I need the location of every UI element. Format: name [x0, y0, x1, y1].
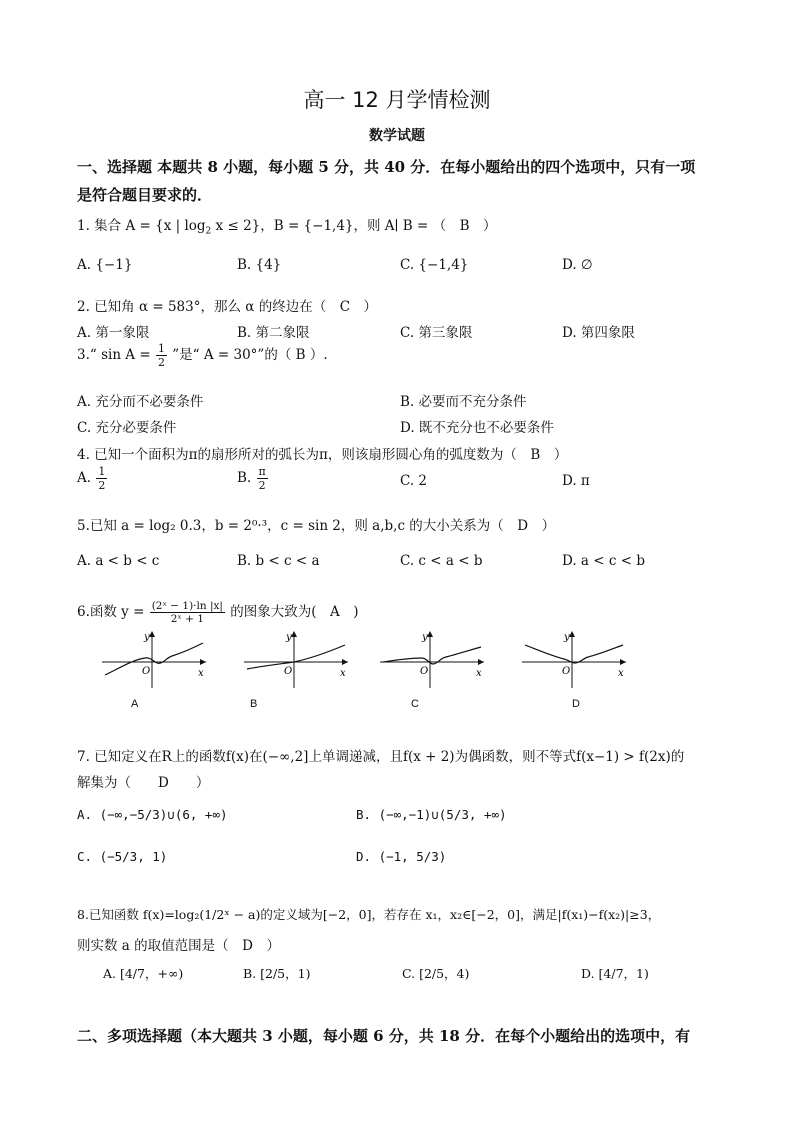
q6-graph-a	[100, 628, 210, 690]
q3-option-c: C. 充分必要条件	[77, 420, 177, 436]
q6-frac-den: 2ˣ + 1	[170, 613, 204, 625]
q3-frac-den: 2	[157, 356, 165, 369]
q7-option-c: C. (−5/3, 1)	[77, 849, 168, 864]
page-subtitle: 数学试题	[369, 128, 425, 144]
q8-stem-line2: 则实数 a 的取值范围是（ D ）	[77, 938, 280, 954]
q8-option-a: A. [4/7，+∞)	[103, 966, 184, 981]
q8-option-c: C. [2/5，4)	[402, 966, 470, 981]
q4-option-b-label: B.	[237, 470, 252, 486]
section2-heading: 二、多项选择题（本大题共 3 小题，每小题 6 分，共 18 分．在每个小题给出的选项中，有	[77, 1027, 691, 1045]
q6-graph-a-y-arrow	[149, 631, 155, 637]
q6-graph-c-y-label: y	[422, 632, 428, 643]
q4-option-a-num: 1	[98, 465, 106, 478]
q6-graph-c-x-label: x	[476, 668, 482, 679]
q2-stem: 2. 已知角 α = 583°，那么 α 的终边在（ C ）	[77, 299, 378, 315]
q6-graph-d-y-label: y	[564, 632, 570, 643]
q1-option-a: A. {−1}	[77, 257, 133, 273]
q6-graph-b-x-label: x	[340, 668, 346, 679]
q6-graph-d-x-label: x	[618, 668, 624, 679]
q6-graph-d-curve	[525, 645, 623, 663]
q6-frac-num: (2ˣ − 1)·ln |x|	[151, 599, 223, 612]
q2-option-a: A. 第一象限	[77, 325, 150, 341]
q5-option-c: C. c < a < b	[400, 553, 483, 569]
q6-graph-d-x-arrow	[620, 659, 626, 665]
q7-stem-line1: 7. 已知定义在R上的函数f(x)在(−∞,2]上单调递减，且f(x + 2)为偶函数，则不等式f(x−1) > f(2x)的	[77, 749, 685, 765]
q6-graph-a-y-label: y	[144, 632, 150, 643]
q3-frac-num: 1	[157, 342, 165, 355]
q3-stem-b: ”是“ A = 30°”的（ B ）.	[172, 347, 328, 363]
q1-option-c: C. {−1,4}	[400, 257, 469, 273]
q6-graph-d-y-arrow	[569, 631, 575, 637]
q3-option-d: D. 既不充分也不必要条件	[400, 420, 554, 436]
q8-option-b: B. [2/5，1)	[243, 966, 311, 981]
q5-option-d: D. a < c < b	[562, 553, 645, 569]
q6-stem-a: 6.函数 y =	[77, 604, 145, 620]
q4-option-a-fraction	[96, 466, 107, 491]
q7-option-d: D. (−1, 5/3)	[356, 849, 447, 864]
q6-graph-c-x-arrow	[478, 659, 484, 665]
q4-option-b-num: π	[258, 465, 266, 478]
q3-option-a: A. 充分而不必要条件	[77, 394, 204, 410]
q5-option-a: A. a < b < c	[77, 553, 160, 569]
q4-option-d: D. π	[562, 473, 590, 489]
q4-option-a-label: A.	[77, 470, 92, 486]
section1-heading-line1: 一、选择题 本题共 8 小题，每小题 5 分，共 40 分．在每小题给出的四个选项中，只有一项	[77, 158, 696, 176]
q3-stem	[77, 343, 328, 368]
q1-option-d: D. ∅	[562, 257, 593, 273]
q4-option-b-fraction	[257, 466, 268, 491]
q6-graph-d	[520, 628, 630, 690]
q6-fraction	[150, 601, 225, 625]
q6-graph-c-curve	[383, 647, 481, 664]
q5-option-b: B. b < c < a	[237, 553, 320, 569]
q1-option-b: B. {4}	[237, 257, 282, 273]
q6-graph-a-x-label: x	[198, 668, 204, 679]
q6-graph-d-caption: D	[572, 698, 580, 710]
q1-stem	[77, 214, 497, 237]
q4-option-b	[237, 466, 269, 491]
q6-graph-a-curve	[105, 643, 203, 675]
q7-option-b: B. (−∞,−1)∪(5/3, +∞)	[356, 807, 507, 822]
q6-graph-b-y-arrow	[291, 631, 297, 637]
q6-graph-b	[242, 628, 352, 690]
q4-option-b-den: 2	[258, 479, 266, 492]
q3-fraction	[156, 343, 167, 368]
q1-stem-b: x ≤ 2}，B = {−1,4}，则 A∣ B = （ B ）	[211, 218, 497, 234]
q6-graph-b-caption: B	[250, 698, 258, 710]
section1-heading-line2: 是符合题目要求的．	[77, 186, 213, 204]
q3-option-b: B. 必要而不充分条件	[400, 394, 527, 410]
q6-graph-d-origin: O	[562, 666, 571, 677]
q8-option-d: D. [4/7，1)	[581, 966, 649, 981]
q4-stem: 4. 已知一个面积为π的扇形所对的弧长为π，则该扇形圆心角的弧度数为（ B ）	[77, 447, 568, 463]
q6-graph-a-caption: A	[131, 698, 139, 710]
q6-graph-b-curve	[247, 645, 345, 669]
q2-option-b: B. 第二象限	[237, 325, 310, 341]
q6-graph-c	[378, 628, 488, 690]
q4-option-c: C. 2	[400, 473, 428, 489]
q1-stem-sub: 2	[205, 226, 212, 237]
q5-stem: 5.已知 a = log₂ 0.3，b = 2⁰·³，c = sin 2，则 a,b,c 的大小关系为（ D ）	[77, 518, 556, 534]
q6-graph-c-origin: O	[420, 666, 429, 677]
q3-stem-a: 3.“ sin A =	[77, 347, 151, 363]
q6-graph-a-origin: O	[142, 666, 151, 677]
q6-stem	[77, 600, 359, 625]
q4-option-a-den: 2	[98, 479, 106, 492]
q6-graph-c-y-arrow	[427, 631, 433, 637]
q6-graph-b-origin: O	[284, 666, 293, 677]
q8-stem-line1: 8.已知函数 f(x)=log₂(1/2ˣ − a)的定义域为[−2，0]，若存在 x₁，x₂∈[−2，0]，满足|f(x₁)−f(x₂)|≥3，	[77, 907, 661, 922]
q2-option-c: C. 第三象限	[400, 325, 473, 341]
q1-stem-a: 1. 集合 A = {x | log	[77, 218, 206, 234]
page-title: 高一 12 月学情检测	[303, 88, 491, 112]
q7-option-a: A. (−∞,−5/3)∪(6, +∞)	[77, 807, 228, 822]
q4-option-a	[77, 466, 108, 491]
q6-graph-b-x-arrow	[342, 659, 348, 665]
q6-graph-b-y-label: y	[286, 632, 292, 643]
q7-stem-line2: 解集为（ D ）	[77, 775, 210, 791]
q6-stem-b: 的图象大致为( A )	[230, 604, 359, 620]
q2-option-d: D. 第四象限	[562, 325, 635, 341]
q6-graph-c-caption: C	[411, 698, 419, 710]
q6-graph-a-x-arrow	[200, 659, 206, 665]
